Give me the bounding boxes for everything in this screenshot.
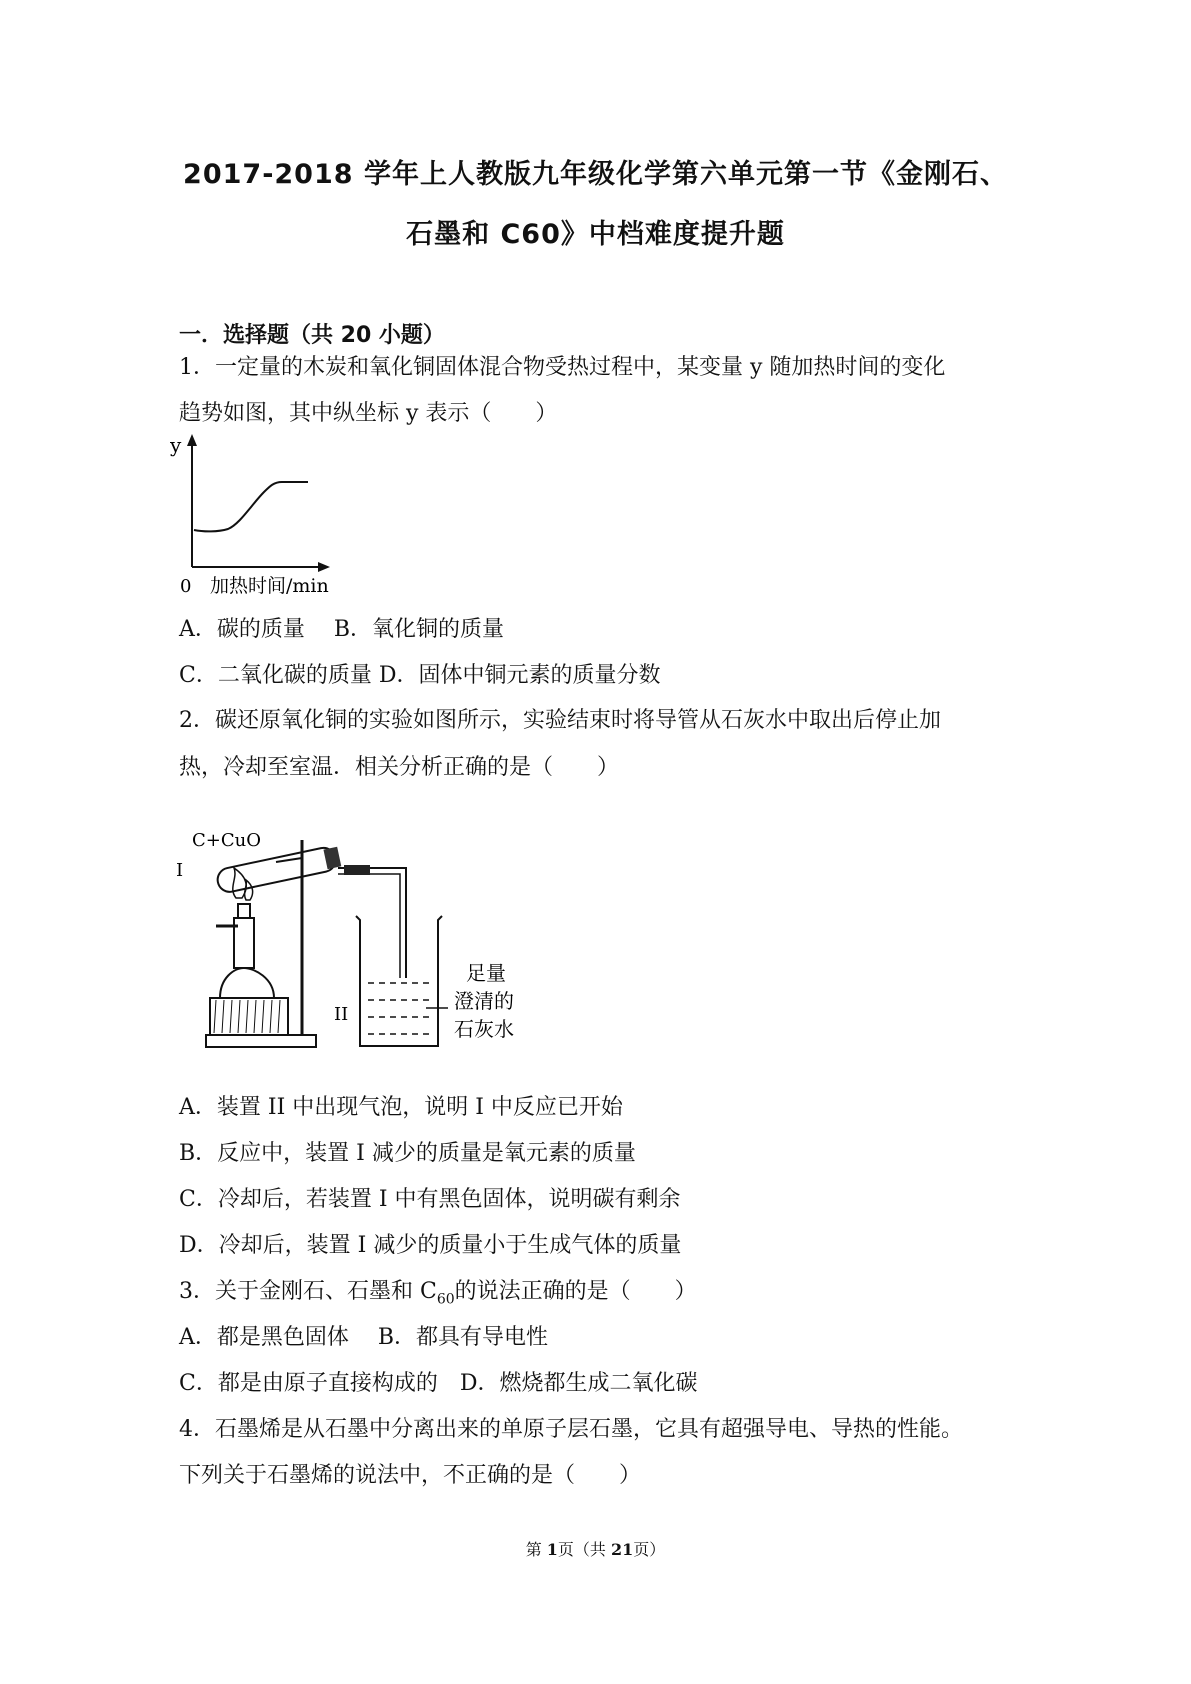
footer-total-pages: 21 bbox=[611, 1540, 634, 1559]
y-axis-arrow bbox=[187, 434, 197, 446]
q1-stem-line-1: 1．一定量的木炭和氧化铜固体混合物受热过程中，某变量 y 随加热时间的变化 bbox=[179, 355, 946, 380]
document-title-line-1: 2017-2018 学年上人教版九年级化学第六单元第一节《金刚石、 bbox=[183, 159, 1008, 190]
rubber-connector bbox=[344, 865, 370, 875]
q2-apparatus-diagram bbox=[176, 828, 566, 1068]
limewater-note-3: 石灰水 bbox=[454, 1017, 514, 1041]
q4-stem-line-2: 下列关于石墨烯的说法中，不正确的是（ ） bbox=[179, 1463, 642, 1488]
x-axis-arrow bbox=[318, 562, 330, 572]
q1-trend-graph bbox=[170, 432, 370, 602]
limewater-note-1: 足量 bbox=[466, 961, 506, 985]
footer-page-number: 1 bbox=[546, 1540, 558, 1559]
page-footer bbox=[0, 1537, 1191, 1560]
q3-stem-pre: 3．关于金刚石、石墨和 C bbox=[179, 1279, 437, 1304]
q3-stem-subscript: 60 bbox=[436, 1291, 455, 1308]
lamp-wick bbox=[238, 904, 250, 918]
footer-post: 页） bbox=[633, 1540, 666, 1559]
document-title-line-2: 石墨和 C60》中档难度提升题 bbox=[406, 219, 785, 250]
y-axis-label: y bbox=[170, 433, 182, 457]
reactant-label: C+CuO bbox=[192, 830, 261, 851]
q2-option-b: B．反应中，装置 I 减少的质量是氧元素的质量 bbox=[179, 1141, 636, 1166]
q3-options-line-1: A．都是黑色固体 B．都具有导电性 bbox=[179, 1325, 549, 1350]
x-axis-label: 加热时间/min bbox=[210, 575, 329, 597]
trend-curve bbox=[194, 482, 308, 531]
origin-label: 0 bbox=[180, 576, 192, 597]
q4-stem-line-1: 4．石墨烯是从石墨中分离出来的单原子层石墨，它具有超强导电、导热的性能。 bbox=[179, 1417, 963, 1442]
apparatus-label-II: II bbox=[334, 1004, 349, 1025]
footer-mid: 页（共 bbox=[557, 1540, 612, 1559]
footer-pre: 第 bbox=[525, 1540, 547, 1559]
q2-stem-line-1: 2．碳还原氧化铜的实验如图所示，实验结束时将导管从石灰水中取出后停止加 bbox=[179, 708, 941, 733]
stand-base bbox=[206, 1035, 316, 1047]
q3-options-line-2: C．都是由原子直接构成的 D．燃烧都生成二氧化碳 bbox=[179, 1371, 698, 1396]
stand-clamp bbox=[276, 858, 302, 862]
q2-option-a: A．装置 II 中出现气泡，说明 I 中反应已开始 bbox=[179, 1095, 623, 1120]
q2-option-c: C．冷却后，若装置 I 中有黑色固体，说明碳有剩余 bbox=[179, 1187, 681, 1212]
q1-stem-line-2: 趋势如图，其中纵坐标 y 表示（ ） bbox=[179, 401, 558, 426]
q2-option-d: D．冷却后，装置 I 减少的质量小于生成气体的质量 bbox=[179, 1233, 682, 1258]
lamp-mesh bbox=[210, 998, 288, 1035]
delivery-tube-inner bbox=[338, 874, 400, 978]
q3-stem bbox=[179, 1274, 697, 1307]
section-heading: 一．选择题（共 20 小题） bbox=[179, 323, 445, 348]
limewater-dashes bbox=[368, 983, 432, 1034]
limewater-note-2: 澄清的 bbox=[454, 989, 514, 1013]
q3-stem-post: 的说法正确的是（ ） bbox=[454, 1279, 697, 1304]
lamp-body bbox=[220, 968, 274, 998]
lamp-mesh-hatching bbox=[214, 1000, 280, 1033]
flame-inner bbox=[245, 880, 253, 900]
delivery-tube bbox=[338, 868, 406, 978]
beaker bbox=[356, 916, 442, 1046]
q1-options-line-1: A．碳的质量 B．氧化铜的质量 bbox=[179, 617, 505, 642]
apparatus-label-I: I bbox=[176, 860, 184, 881]
q2-stem-line-2: 热，冷却至室温．相关分析正确的是（ ） bbox=[179, 755, 620, 780]
q1-options-line-2: C．二氧化碳的质量 D．固体中铜元素的质量分数 bbox=[179, 663, 661, 688]
